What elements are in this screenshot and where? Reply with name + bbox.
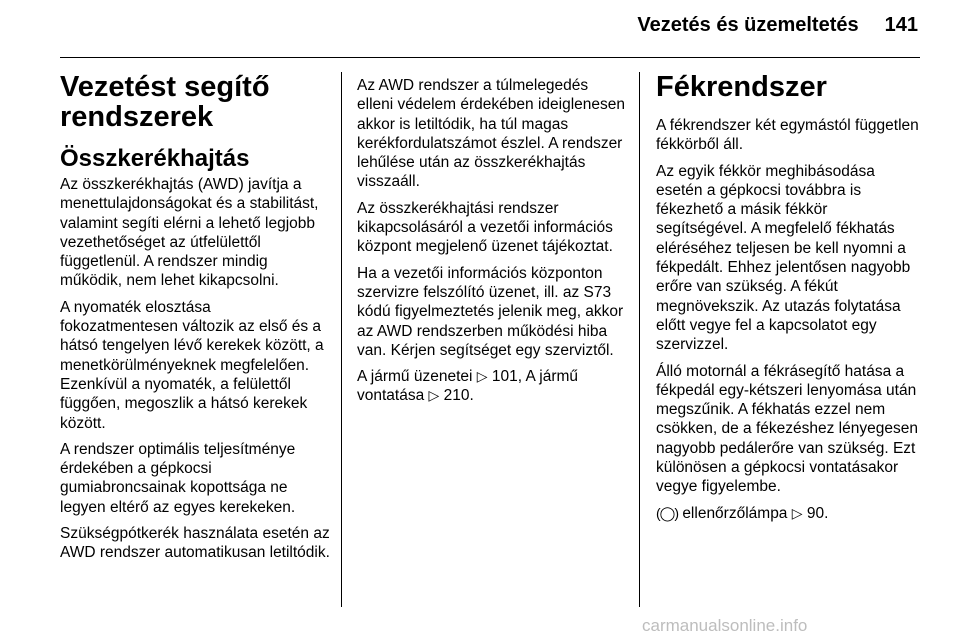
paragraph: Az összkerékhajtási rendszer kikapcsolásáról a vezetői információs központ megjelenő üzenet tájékoztat. <box>357 199 613 256</box>
ref-page-link[interactable]: 90 <box>806 504 825 522</box>
ref-text: , A jármű vontatása <box>357 368 579 405</box>
page-header <box>637 14 918 37</box>
paragraph: Az egyik fékkör meghibásodása esetén a gépkocsi továbbra is fékezhető a másik fékkör segítségével. A megfelelő fékhatás eléréséhez teljesen be kell nyomni a fékpedált. Ehhez jelentősen nagyobb erőre van szükség. A fékút megnövekszik. Az utazás folytatása előtt vegye fel a kapcsolatot egy szervizzel. <box>656 162 911 354</box>
paragraph: Szükségpótkerék használata esetén az AWD rendszer automatikusan letiltódik. <box>60 525 330 562</box>
section-title: Vezetés és üzemeltetés <box>637 14 859 36</box>
page-ref-arrow-icon: ▷ <box>476 368 488 385</box>
paragraph: Az AWD rendszer a túlmelegedés elleni védelem érdekében ideiglenesen akkor is letiltódik, ha túl magas kerékfordulatszámot észlel. A rendszer lehűlése után az összkerékhajtás visszaáll. <box>357 77 625 191</box>
warning-lamp-paragraph <box>656 504 922 523</box>
section-heading: Fékrendszer <box>656 71 827 103</box>
column-1 <box>60 72 330 570</box>
section-heading: Vezetést segítő rendszerek <box>60 71 270 133</box>
paragraph: Álló motornál a fékrásegítő hatása a fékpedál egy-kétszeri lenyomása után megszűnik. A fékhatás ezzel nem csökken, de a fékezéshez lényegesen nagyobb pedálerőre van szükség. Ezt különösen a gépkocsi vontatásakor vegye figyelembe. <box>656 362 918 496</box>
watermark: carmanualsonline.info <box>642 616 808 635</box>
column-divider-2 <box>639 72 640 607</box>
page-ref-arrow-icon: ▷ <box>791 504 803 521</box>
paragraph: A nyomaték elosztása fokozatmentesen változik az első és a hátsó tengelyen lévő kerekek között, a menetkörülményeknek megfelelően. Ezenkívül a nyomaték, a felülettől függően, megoszlik a hátsó kerekek között. <box>60 298 324 432</box>
punctuation: . <box>824 504 829 522</box>
paragraph: A rendszer optimális teljesítménye érdekében a gépkocsi gumiabroncsainak kopottsága ne legyen eltérő az egyes kerekeken. <box>60 440 296 516</box>
ref-text: A jármű üzenetei <box>357 368 473 386</box>
column-divider-1 <box>341 72 342 607</box>
header-rule <box>60 57 920 58</box>
page-ref-arrow-icon: ▷ <box>428 387 440 404</box>
column-3 <box>656 72 922 530</box>
subsection-heading: Összkerékhajtás <box>60 145 250 172</box>
brake-warning-icon: (◯) <box>656 504 678 521</box>
paragraph: Az összkerékhajtás (AWD) javítja a menettulajdonságokat és a stabilitást, valamint segíti elérni a lehető legjobb vezethetőséget az útfelülettől függetlenül. A rendszer mindig működik, nem lehet kikapcsolni. <box>60 176 319 290</box>
ref-page-link[interactable]: 101 <box>491 368 518 386</box>
punctuation: . <box>469 387 474 405</box>
lamp-text: ellenőrzőlámpa <box>682 504 788 522</box>
page-number: 141 <box>884 14 918 36</box>
paragraph: A fékrendszer két egymástól független fékkörből áll. <box>656 117 919 154</box>
column-2 <box>357 76 625 413</box>
cross-reference-paragraph <box>357 367 625 406</box>
ref-page-link[interactable]: 210 <box>443 387 470 405</box>
paragraph: Ha a vezetői információs központon szervizre felszólító üzenet, ill. az S73 kódú figyelmeztetés jelenik meg, akkor az AWD rendszerben működési hiba van. Kérjen segítséget egy szerviztől. <box>357 264 624 359</box>
